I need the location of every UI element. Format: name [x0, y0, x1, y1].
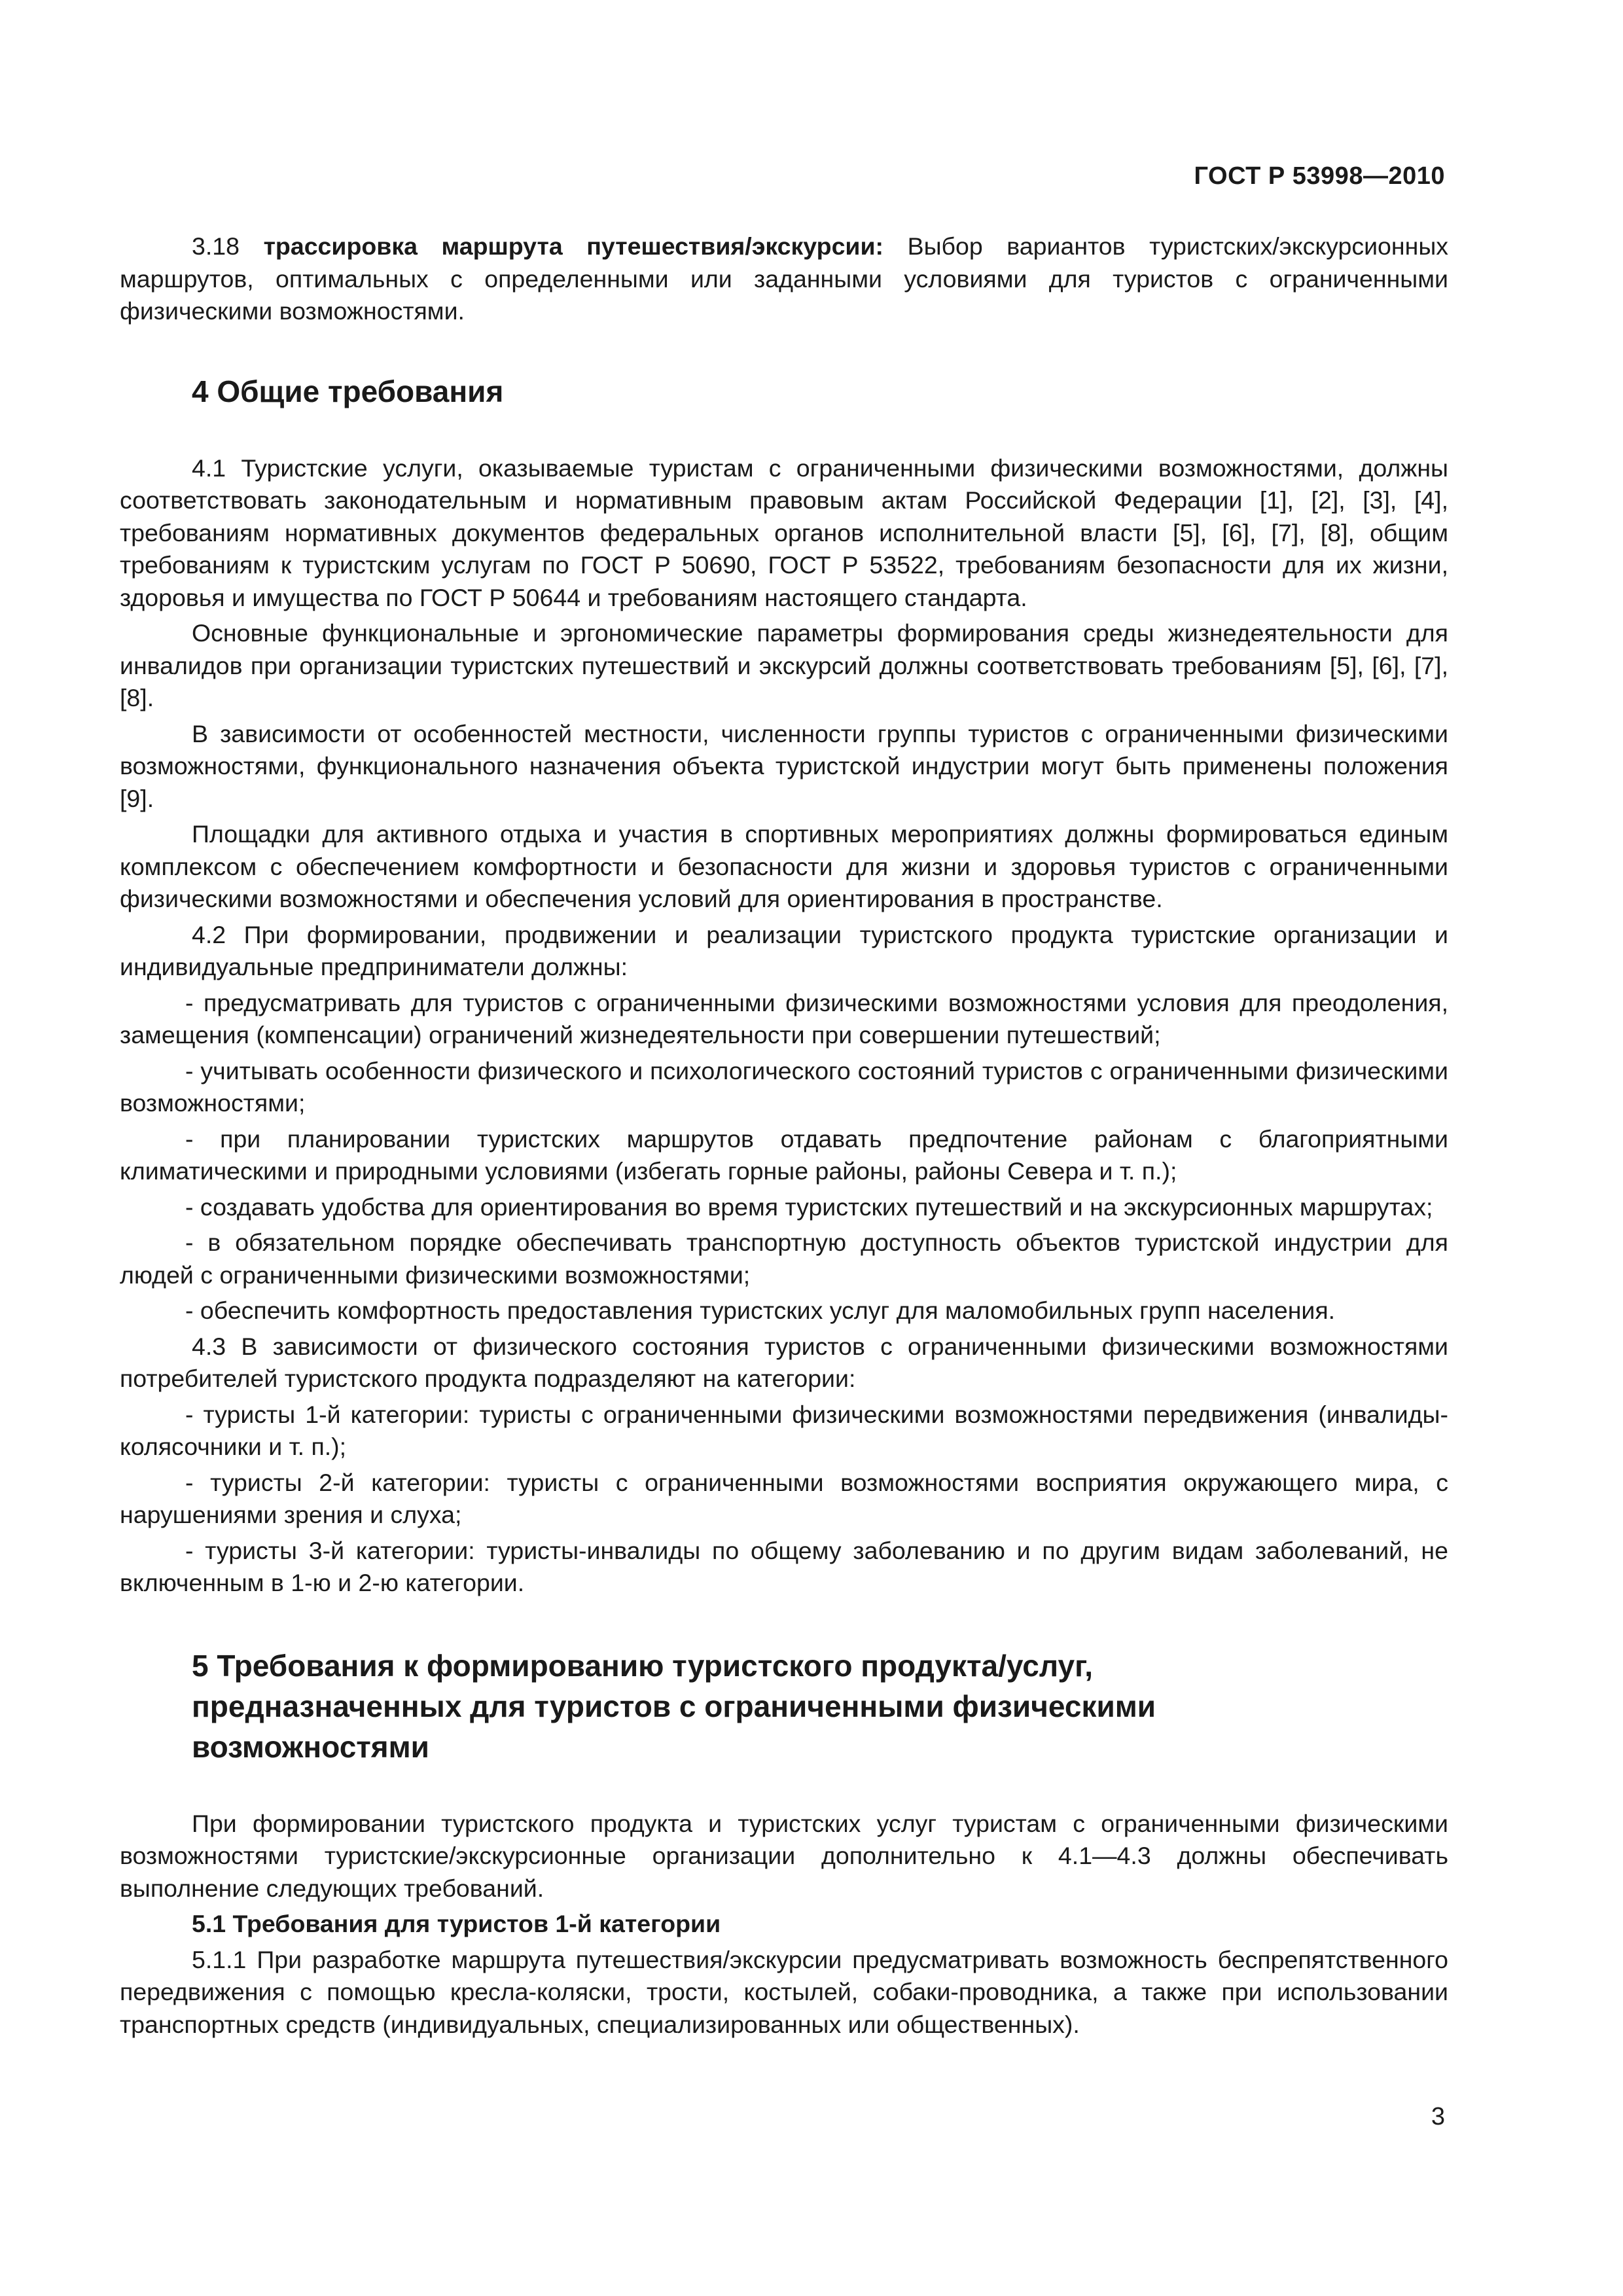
paragraph: В зависимости от особенностей местности, численности группы туристов с ограниченными физическими возможностями, функционального назначения объекта туристской индустрии могут быть применены положения [9]. — [120, 719, 1448, 812]
paragraph-4-3: 4.3 В зависимости от физического состояния туристов с ограниченными физическими возможностями потребителей туристского продукта подразделяют на категории: — [120, 1332, 1448, 1392]
list-item: - туристы 3-й категории: туристы-инвалиды по общему заболеванию и по другим видам заболеваний, не включенным в 1-ю и 2-ю категории. — [120, 1536, 1448, 1596]
term-title: трассировка маршрута путешествия/экскурсии: — [263, 232, 884, 260]
clause-number: 3.18 — [192, 232, 240, 260]
term-definition: Выбор вариантов туристских/экскурсионных маршрутов, оптимальных с определенными или заданными условиями для туристов с ограниченными физическими возможностями. — [120, 232, 1449, 325]
section-4-heading: 4 Общие требования — [192, 374, 504, 408]
paragraph: Основные функциональные и эргономические параметры формирования среды жизнедеятельности для инвалидов при организации туристских путешествий и экскурсий должны соответствовать требованиям [5], [6], [7], [8]. — [120, 619, 1448, 711]
paragraph: Площадки для активного отдыха и участия в спортивных мероприятиях должны формироваться единым комплексом с обеспечением комфортности и безопасности для жизни и здоровья туристов с ограниченными физическими возможностями и обеспечения условий для ориентирования в пространстве. — [120, 820, 1448, 912]
paragraph-4-1: 4.1 Туристские услуги, оказываемые туристам с ограниченными физическими возможностями, должны соответствовать законодательным и нормативным правовым актам Российской Федерации [1], [2], [3], [4], требованиям нормативных документов федеральных органов исполнительной власти [5], [6], [7], [8], общим требованиям к туристским услугам по ГОСТ Р 50690, ГОСТ Р 53522, требованиям безопасности для их жизни, здоровья и имущества по ГОСТ Р 50644 и требованиям настоящего стандарта. — [120, 454, 1448, 611]
list-item: - при планировании туристских маршрутов отдавать предпочтение районам с благоприятными климатическими и природными условиями (избегать горные районы, районы Севера и т. п.); — [120, 1124, 1448, 1185]
list-item: - создавать удобства для ориентирования во время туристских путешествий и на экскурсионных маршрутах; — [185, 1193, 1433, 1221]
paragraph-4-2: 4.2 При формировании, продвижении и реализации туристского продукта туристские организации и индивидуальные предприниматели должны: — [120, 920, 1448, 980]
section-5-heading: 5 Требования к формированию туристского продукта/услуг, предназначенных для туристов с ограниченными физическими возможностями — [192, 1648, 1156, 1764]
clause-3-18 — [120, 230, 1448, 328]
page-content — [120, 230, 1448, 2041]
list-item: - туристы 1-й категории: туристы с ограниченными физическими возможностями передвижения (инвалиды-колясочники и т. п.); — [120, 1400, 1448, 1460]
standard-header: ГОСТ Р 53998—2010 — [1194, 162, 1445, 190]
list-item: - учитывать особенности физического и психологического состояний туристов с ограниченными физическими возможностями; — [120, 1056, 1448, 1117]
list-item: - обеспечить комфортность предоставления туристских услуг для маломобильных групп населения. — [185, 1297, 1336, 1324]
section-5-intro: При формировании туристского продукта и туристских услуг туристам с ограниченными физическими возможностями туристские/экскурсионные организации дополнительно к 4.1—4.3 должны обеспечивать выполнение следующих требований. — [120, 1809, 1448, 1902]
page-number: 3 — [1431, 2103, 1445, 2130]
list-item: - в обязательном порядке обеспечивать транспортную доступность объектов туристской индустрии для людей с ограниченными физическими возможностями; — [120, 1229, 1448, 1289]
subsection-5-1-title: 5.1 Требования для туристов 1-й категории — [192, 1910, 721, 1937]
paragraph-5-1-1: 5.1.1 При разработке маршрута путешествия/экскурсии предусматривать возможность беспрепятственного передвижения с помощью кресла-коляски, трости, костылей, собаки-проводника, а также при использовании транспортных средств (индивидуальных, специализированных или общественных). — [120, 1945, 1448, 2038]
list-item: - туристы 2-й категории: туристы с ограниченными возможностями восприятия окружающего мира, с нарушениями зрения и слуха; — [120, 1468, 1448, 1528]
list-item: - предусматривать для туристов с ограниченными физическими возможностями условия для преодоления, замещения (компенсации) ограничений жизнедеятельности при совершении путешествий; — [120, 988, 1448, 1049]
